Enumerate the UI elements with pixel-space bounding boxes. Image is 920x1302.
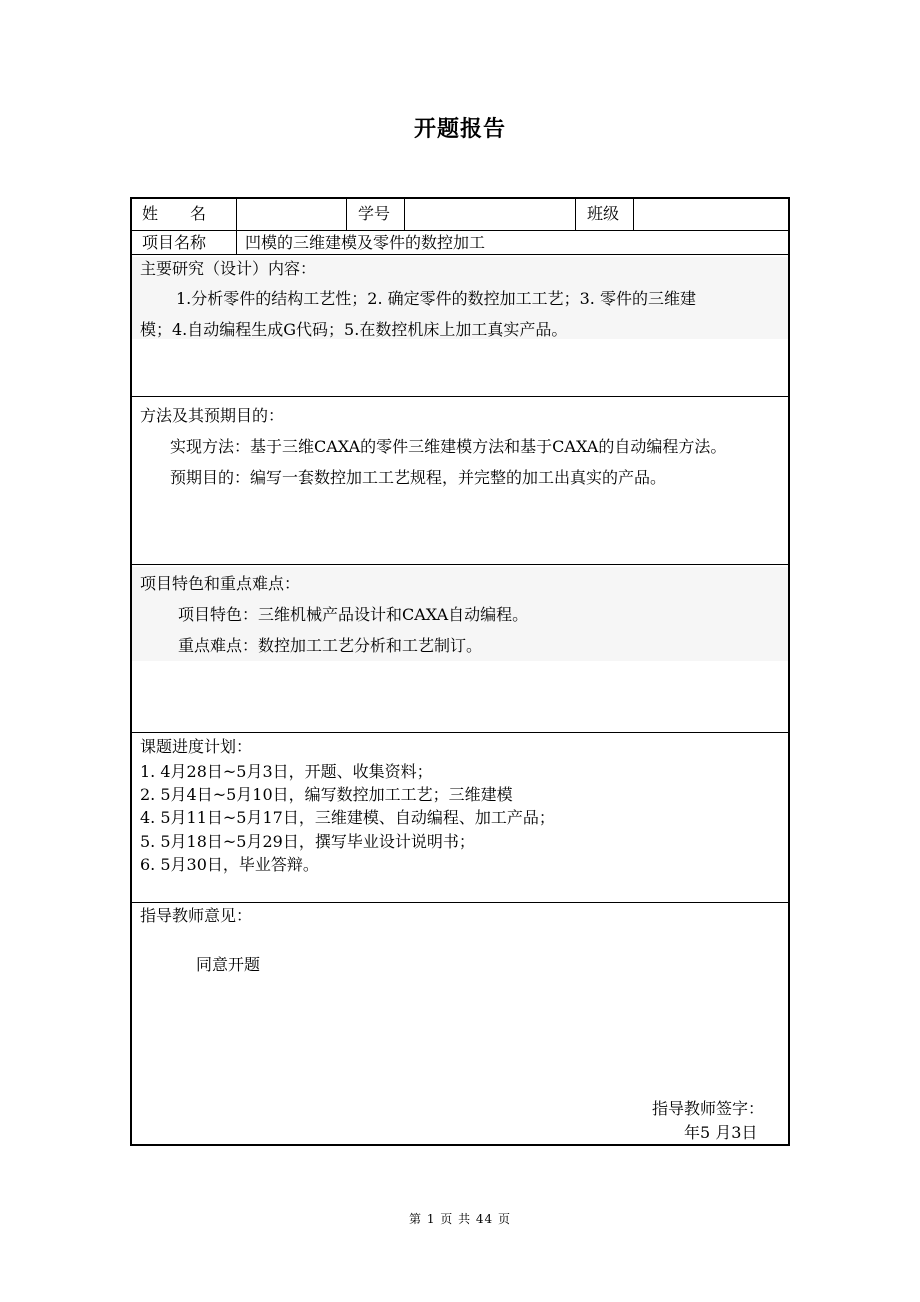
proposal-form-table xyxy=(130,197,790,1146)
advisor-signature-label: 指导教师签字： xyxy=(652,1099,765,1118)
name-field[interactable] xyxy=(238,201,344,228)
student-id-field[interactable] xyxy=(406,201,573,228)
features-line-1: 项目特色：三维机械产品设计和CAXA自动编程。 xyxy=(178,605,529,624)
project-name-label: 项目名称 xyxy=(142,233,207,252)
advisor-heading: 指导教师意见： xyxy=(140,906,253,925)
schedule-item: 2. 5月4日~5月10日，编写数控加工工艺；三维建模 xyxy=(140,785,513,804)
features-line-2: 重点难点：数控加工工艺分析和工艺制订。 xyxy=(178,636,483,655)
schedule-item: 1. 4月28日~5月3日，开题、收集资料； xyxy=(140,762,433,781)
features-heading: 项目特色和重点难点： xyxy=(140,574,301,593)
cell-divider xyxy=(404,199,405,230)
page-footer: 第 1 页 共 44 页 xyxy=(409,1212,511,1226)
cell-divider xyxy=(236,199,237,230)
research-line-1: 1.分析零件的结构工艺性；2. 确定零件的数控加工工艺；3. 零件的三维建 xyxy=(176,289,696,308)
schedule-item: 4. 5月11日~5月17日，三维建模、自动编程、加工产品； xyxy=(140,808,555,827)
signature-date: 年5 月3日 xyxy=(684,1123,758,1142)
row-divider xyxy=(132,254,788,255)
cell-divider xyxy=(236,230,237,254)
methods-heading: 方法及其预期目的： xyxy=(140,406,285,425)
row-divider xyxy=(132,396,788,397)
class-field[interactable] xyxy=(635,201,785,228)
research-heading: 主要研究（设计）内容： xyxy=(140,259,317,278)
row-divider xyxy=(132,732,788,733)
schedule-item: 6. 5月30日，毕业答辩。 xyxy=(140,855,319,874)
class-label: 班级 xyxy=(587,204,620,223)
methods-line-1: 实现方法：基于三维CAXA的零件三维建模方法和基于CAXA的自动编程方法。 xyxy=(170,437,727,456)
schedule-item: 5. 5月18日~5月29日，撰写毕业设计说明书； xyxy=(140,832,475,851)
row-divider xyxy=(132,230,788,231)
name-label: 姓 名 xyxy=(142,204,207,223)
methods-line-2: 预期目的：编写一套数控加工工艺规程，并完整的加工出真实的产品。 xyxy=(170,468,667,487)
page-title: 开题报告 xyxy=(413,117,506,142)
project-name-value: 凹模的三维建模及零件的数控加工 xyxy=(245,233,486,252)
research-line-2: 模；4.自动编程生成G代码；5.在数控机床上加工真实产品。 xyxy=(140,320,568,339)
schedule-heading: 课题进度计划： xyxy=(140,737,253,756)
advisor-opinion: 同意开题 xyxy=(196,955,261,974)
row-divider xyxy=(132,564,788,565)
student-id-label: 学号 xyxy=(358,204,391,223)
cell-divider xyxy=(633,199,634,230)
cell-divider xyxy=(575,199,576,230)
cell-divider xyxy=(346,199,347,230)
row-divider xyxy=(132,902,788,903)
